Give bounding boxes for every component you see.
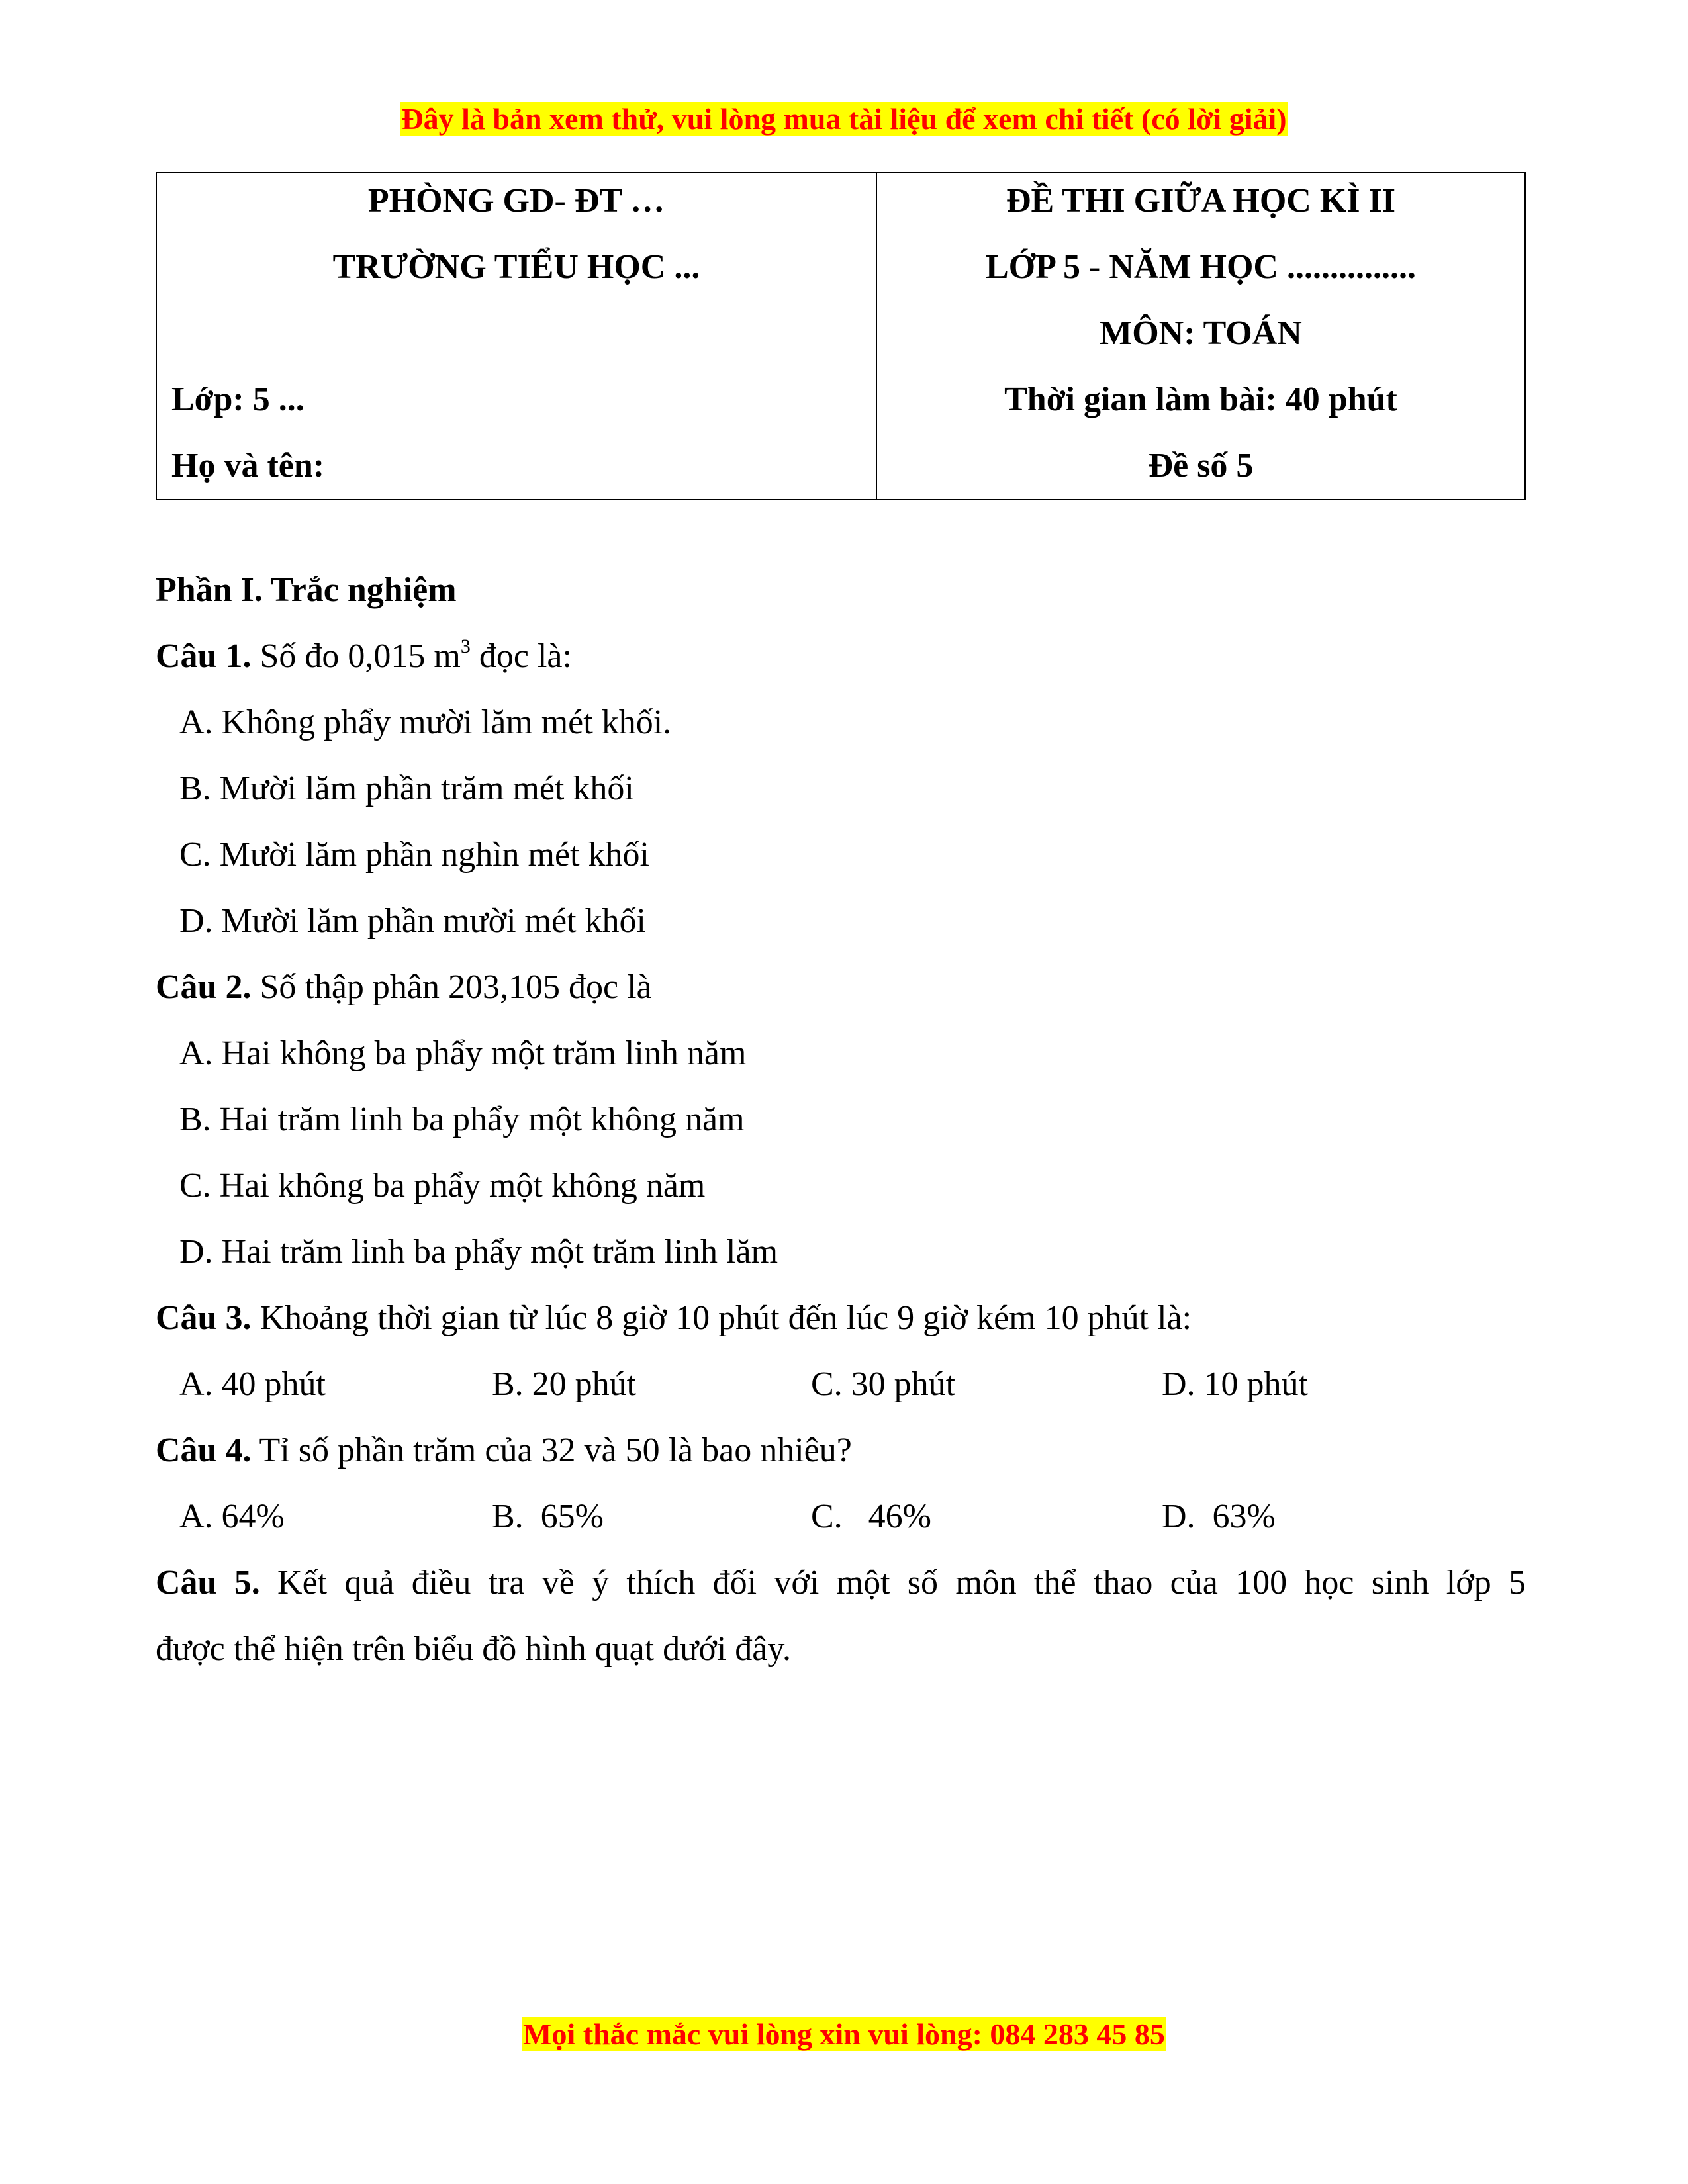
answer-option[interactable]: C. 30 phút [811,1365,956,1403]
question-5: Câu 5. Kết quả điều tra về ý thích đối với một số môn thể thao của 100 học sinh lớp 5 [156,1564,1526,1602]
question-2: Câu 2. Số thập phân 203,105 đọc là [156,968,652,1006]
question-label: Câu 5. [156,1564,260,1602]
superscript: 3 [460,635,471,657]
answer-option[interactable]: B. Mười lăm phần trăm mét khối [179,770,634,807]
exam-title: ĐỀ THI GIỮA HỌC KÌ II [1006,182,1396,220]
answer-option[interactable]: D. 10 phút [1162,1365,1308,1403]
answer-option[interactable]: A. Không phẩy mười lăm mét khối. [179,704,672,741]
preview-notice-text: Đây là bản xem thử, vui lòng mua tài liệu để xem chi tiết (có lời giải) [401,102,1287,136]
answer-option[interactable]: B. Hai trăm linh ba phẩy một không năm [179,1101,745,1138]
question-label: Câu 3. [156,1299,252,1337]
answer-option[interactable]: D. Mười lăm phần mười mét khối [179,902,646,940]
department-name: PHÒNG GD- ĐT … [367,182,665,220]
answer-option[interactable]: C. Hai không ba phẩy một không năm [179,1167,706,1205]
section-title: Phần I. Trắc nghiệm [156,571,457,609]
question-5-continued: được thể hiện trên biểu đồ hình quạt dưới đây. [156,1630,791,1668]
exam-number: Đề số 5 [1148,447,1254,484]
question-label: Câu 4. [156,1432,252,1469]
answer-option[interactable]: A. 40 phút [179,1365,326,1403]
contact-banner [0,2015,1688,2054]
preview-notice-banner [0,99,1688,139]
answer-option[interactable]: C. Mười lăm phần nghìn mét khối [179,836,649,874]
answer-option[interactable]: D. Hai trăm linh ba phẩy một trăm linh lăm [179,1233,778,1271]
subject: MÔN: TOÁN [1100,314,1302,352]
header-right-cell [877,173,1524,499]
answer-option[interactable]: C. 46% [811,1498,931,1535]
class-label: Lớp: 5 ... [171,381,305,418]
question-label: Câu 1. [156,637,252,675]
answer-option[interactable]: A. Hai không ba phẩy một trăm linh năm [179,1034,747,1072]
question-label: Câu 2. [156,968,252,1006]
question-1: Câu 1. Số đo 0,015 $m^3$ đọc là: [156,635,572,675]
answer-option[interactable]: A. 64% [179,1498,285,1535]
grade-year: LỚP 5 - NĂM HỌC ............... [986,248,1416,286]
header-left-cell [157,173,877,499]
question-4: Câu 4. Tỉ số phần trăm của 32 và 50 là bao nhiêu? [156,1432,852,1469]
contact-text: Mọi thắc mắc vui lòng xin vui lòng: 084 283 45 85 [523,2017,1165,2051]
time-limit: Thời gian làm bài: 40 phút [1004,381,1397,418]
answer-option[interactable]: B. 65% [492,1498,604,1535]
question-3: Câu 3. Khoảng thời gian từ lúc 8 giờ 10 phút đến lúc 9 giờ kém 10 phút là: [156,1299,1192,1337]
school-name: TRƯỜNG TIỂU HỌC ... [332,248,700,286]
exam-header-table [156,172,1526,500]
answer-option[interactable]: B. 20 phút [492,1365,637,1403]
student-name-label: Họ và tên: [171,447,325,484]
answer-option[interactable]: D. 63% [1162,1498,1276,1535]
